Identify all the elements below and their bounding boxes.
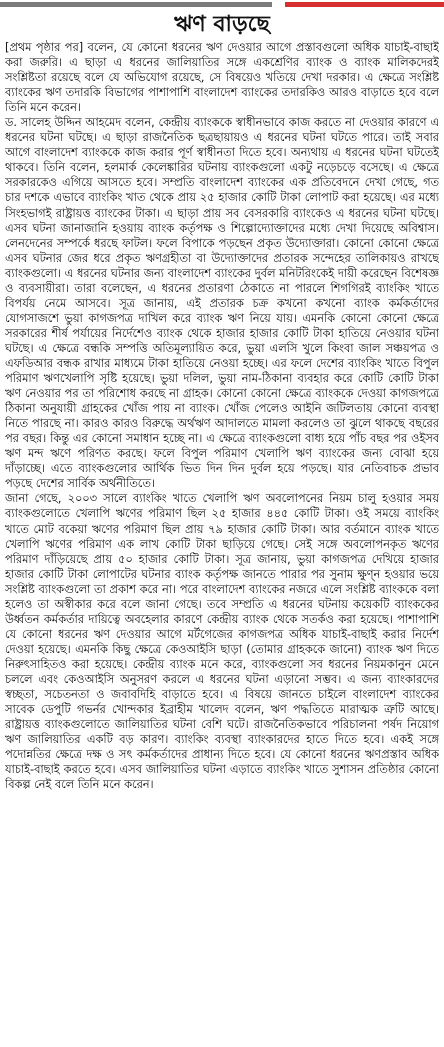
article-paragraph: জানা গেছে, ২০০৩ সালে ব্যাংকিং খাতে খেলাপি ঋণ অবলোপনের নিয়ম চালু হওয়ার সময় ব্যাংকগুলোতে খেলাপি ঋণের পরিমাণ ছিল ২৫ হাজার ৪৪৫ কোটি টাকা। ওই সময়ে ব্যাংকিং খাতে মোট বকেয়া ঋণের পরিমাণ ছিল প্রায় ৭৯ হাজার কোটি টাকা। আর বর্তমানে ব্যাংক খাতে খেলাপি ঋণের পরিমাণ এক লাখ কোটি টাকা ছাড়িয়ে গেছে। সেই সঙ্গে অবলোপনকৃত ঋণের পরিমাণ দাঁড়িয়েছে প্রায় ৫০ হাজার কোটি টাকা। সূত্র জানায়, ভুয়া কাগজপত্র দেখিয়ে হাজার হাজার কোটি টাকা লোপাটের ঘটনার ব্যাংক কর্তৃপক্ষ জানতে পারার পর সুনাম ক্ষুণ্ন হওয়ার ভয়ে সংশ্লিষ্ট ব্যাংকগুলো তা প্রকাশ করে না। পরে বাংলাদেশ ব্যাংকের নজরে এলে সংশ্লিষ্ট ব্যাংককে বলা হলেও তা অস্বীকার করে বলে জানা গেছে। তবে সম্প্রতি এ ধরনের ঘটনায় কয়েকটি ব্যাংককের উর্ধ্বতন কর্মকর্তার দায়িত্বে অবহেলার কারণে কেন্দ্রীয় ব্যাংক থেকে সতর্কও করা হয়েছে। পাশাপাশি যে কোনো ধরনের ঋণ দেওয়ার আগে মর্টগেজের কাগজপত্র অধিক যাচাই-বাছাই করার নির্দেশ দেওয়া হয়েছে। এমনকি কিছু ক্ষেত্রে কেওআইসি ছাড়া (তোমার গ্রাহককে জানো) ব্যাংক ঋণ দিতে নিরুৎসাহিতও করা হয়েছে। কেন্দ্রীয় ব্যাংক মনে করে, ব্যাংকগুলো সব ধরনের নিয়মকানুন মেনে চললে এবং কেওআইসি অনুসরণ করলে এ ধরনের ঘটনা এড়ানো সম্ভব। এ জন্য ব্যাংকারদের স্বচ্ছতা, সচেতনতা ও জবাবদিহি বাড়াতে হবে। এ বিষয়ে জানতে চাইলে বাংলাদেশ ব্যাংকের সাবেক ডেপুটি গভর্নর খোন্দকার ইব্রাহীম খালেদ বলেন, ঋণ পদ্ধতিতে মারাত্মক ত্রুটি আছে। রাষ্ট্রায়ত্ত ব্যাংকগুলোতে জালিয়াতির ঘটনা বেশি ঘটে। রাজনৈতিকভাবে পরিচালনা পর্ষদ নিয়োগ ঋণ জালিয়াতির একটি বড় কারণ। ব্যাংকিং ব্যবস্থা ব্যাংকারদের হাতে দিতে হবে। একই সঙ্গে পদোন্নতির ক্ষেত্রে দক্ষ ও সৎ কর্মকর্তাদের প্রাধান্য দিতে হবে। যে কোনো ধরনের ঋণপ্রস্তাব অধিক যাচাই-বাছাই করতে হবে। এসব জালিয়াতির ঘটনা এড়াতে ব্যাংকিং খাতে সুশাসন প্রতিষ্ঠার কোনো বিকল্প নেই বলে তিনি মনে করেন। [5, 492, 439, 792]
article-body [5, 40, 439, 1044]
continued-from-reference: [প্রথম পৃষ্ঠার পর] [5, 41, 84, 54]
article-paragraph [5, 40, 439, 115]
article-paragraph: ড. সালেহ উদ্দিন আহমেদ বলেন, কেন্দ্রীয় ব্যাংককে স্বাধীনভাবে কাজ করতে না দেওয়ার কারণে এ ধরনের ঘটনা ঘটছে। এ ছাড়া রাজনৈতিক ছত্রছায়ায়ও এ ধরনের ঘটনা ঘটতে পারে। তাই সবার আগে বাংলাদেশ ব্যাংককে কাজ করার পূর্ণ স্বাধীনতা দিতে হবে। অন্যথায় এ ধরনের ঘটনা ঘটতেই থাকবে। তিনি বলেন, হলমার্ক কেলেঙ্কারির ঘটনায় ব্যাংকগুলো একটু নড়েচড়ে বসেছে। এ ক্ষেত্রে সরকারকেও এগিয়ে আসতে হবে। সম্প্রতি বাংলাদেশ ব্যাংকের এক প্রতিবেদনে দেখা গেছে, গত চার দশকে এভাবে ব্যাংকিং খাত থেকে প্রায় ২৫ হাজার কোটি টাকা লোপাট করা হয়েছে। এর মধ্যে সিংহভাগই রাষ্ট্রায়ত্ত ব্যাংকের টাকা। এ ছাড়া প্রায় সব বেসরকারি ব্যাংকেও এ ধরনের ঘটনা ঘটছে। এসব ঘটনা জানাজানি হওয়ায় ব্যাংক কর্তৃপক্ষ ও শিল্পোদ্যোক্তাদের মধ্যে দেখা দিয়েছে অবিশ্বাস। লেনদেনের সম্পর্কে ধরছে ফাটল। ফলে বিপাকে পড়ছেন প্রকৃত উদ্যোক্তারা। কোনো কোনো ক্ষেত্রে এসব ঘটনার জের ধরে প্রকৃত ঋণগ্রহীতা বা উদ্যোক্তাদের প্রতারক সন্দেহের তালিকায়ও রাখছে ব্যাংকগুলো। এ ধরনের ঘটনার জন্য বাংলাদেশ ব্যাংকের দুর্বল মনিটরিংকেই দায়ী করেছেন বিশেষজ্ঞ ও ব্যবসায়ীরা। তারা বলেছেন, এ ধরনের প্রতারণা ঠেকাতে না পারলে শিগগিরই ব্যাংকিং খাতে বিপর্যয় নেমে আসবে। সূত্র জানায়, এই প্রতারক চক্র কখনো কখনো ব্যাংক কর্মকর্তাদের যোগসাজশে ভুয়া কাগজপত্র দাখিল করে ব্যাংক ঋণ নিয়ে যায়। এমনকি কোনো কোনো ক্ষেত্রে সরকারের শীর্ষ পর্যায়ের নির্দেশেও ব্যাংক থেকে হাজার হাজার কোটি টাকা হাতিয়ে নেওয়ার ঘটনা ঘটছে। এ ক্ষেত্রে বন্ধকি সম্পত্তি অতিমূল্যায়িত করে, ভুয়া এলসি খুলে কিংবা জাল সঞ্চয়পত্র ও এফডিআর বন্ধক রাখার মাধ্যমে টাকা হাতিয়ে নেওয়া হচ্ছে। এর ফলে দেশের ব্যাংকিং খাতে বিপুল পরিমাণ ঋণখেলাপি সৃষ্টি হয়েছে। ভুয়া দলিল, ভুয়া নাম-ঠিকানা ব্যবহার করে কোটি কোটি টাকা ঋণ নেওয়ার পর তা পরিশোধ করছে না গ্রাহক। কোনো কোনো ক্ষেত্রে ব্যাংককে দেওয়া কাগজপত্রে ঠিকানা অনুযায়ী গ্রাহকের খোঁজ পায় না ব্যাংক। খোঁজ পেলেও আইনি জটিলতায় কোনো ব্যবস্থা নিতে পারছে না। কারও কারও বিরুদ্ধে অর্থঋণ আদালতে মামলা করলেও তা ঝুলে থাকছে বছরের পর বছর। কিন্তু এর কোনো সমাধান হচ্ছে না। এ ক্ষেত্রে ব্যাংকগুলো বাধ্য হয়ে পাঁচ বছর পর ওইসব ঋণ মন্দ ঋণে পরিণত করছে। ফলে বিপুল পরিমাণ খেলাপি ঋণ ব্যাংকের জন্য বোঝা হয়ে দাঁড়াচ্ছে। এতে ব্যাংকগুলোর আর্থিক ভিত দিন দিন দুর্বল হয়ে পড়ছে। যার নেতিবাচক প্রভাব পড়ছে দেশের সার্বিক অর্থনীতিতে। [5, 116, 439, 491]
paragraph-text: বলেন, যে কোনো ধরনের ঋণ দেওয়ার আগে প্রস্তাবগুলো অধিক যাচাই-বাছাই করা জরুরি। এ ছাড়া এ ধরনের জালিয়াতির সঙ্গে একশ্রেণির ব্যাংক ও ব্যাংক মালিকদেরই সংশ্লিষ্টতা রয়েছে বলে যে অভিযোগ রয়েছে, সে বিষয়েও খতিয়ে দেখা দরকার। এ ক্ষেত্রে সংশ্লিষ্ট ব্যাংকের ঋণ তদারকি বিভাগের পাশাপাশি বাংলাদেশ ব্যাংকের তদারকিও আরও বাড়াতে হবে বলে তিনি মনে করেন। [5, 41, 439, 115]
top-rule-red [285, 2, 444, 7]
article-headline: ঋণ বাড়ছে [174, 11, 270, 37]
top-rule-grey [0, 2, 272, 7]
